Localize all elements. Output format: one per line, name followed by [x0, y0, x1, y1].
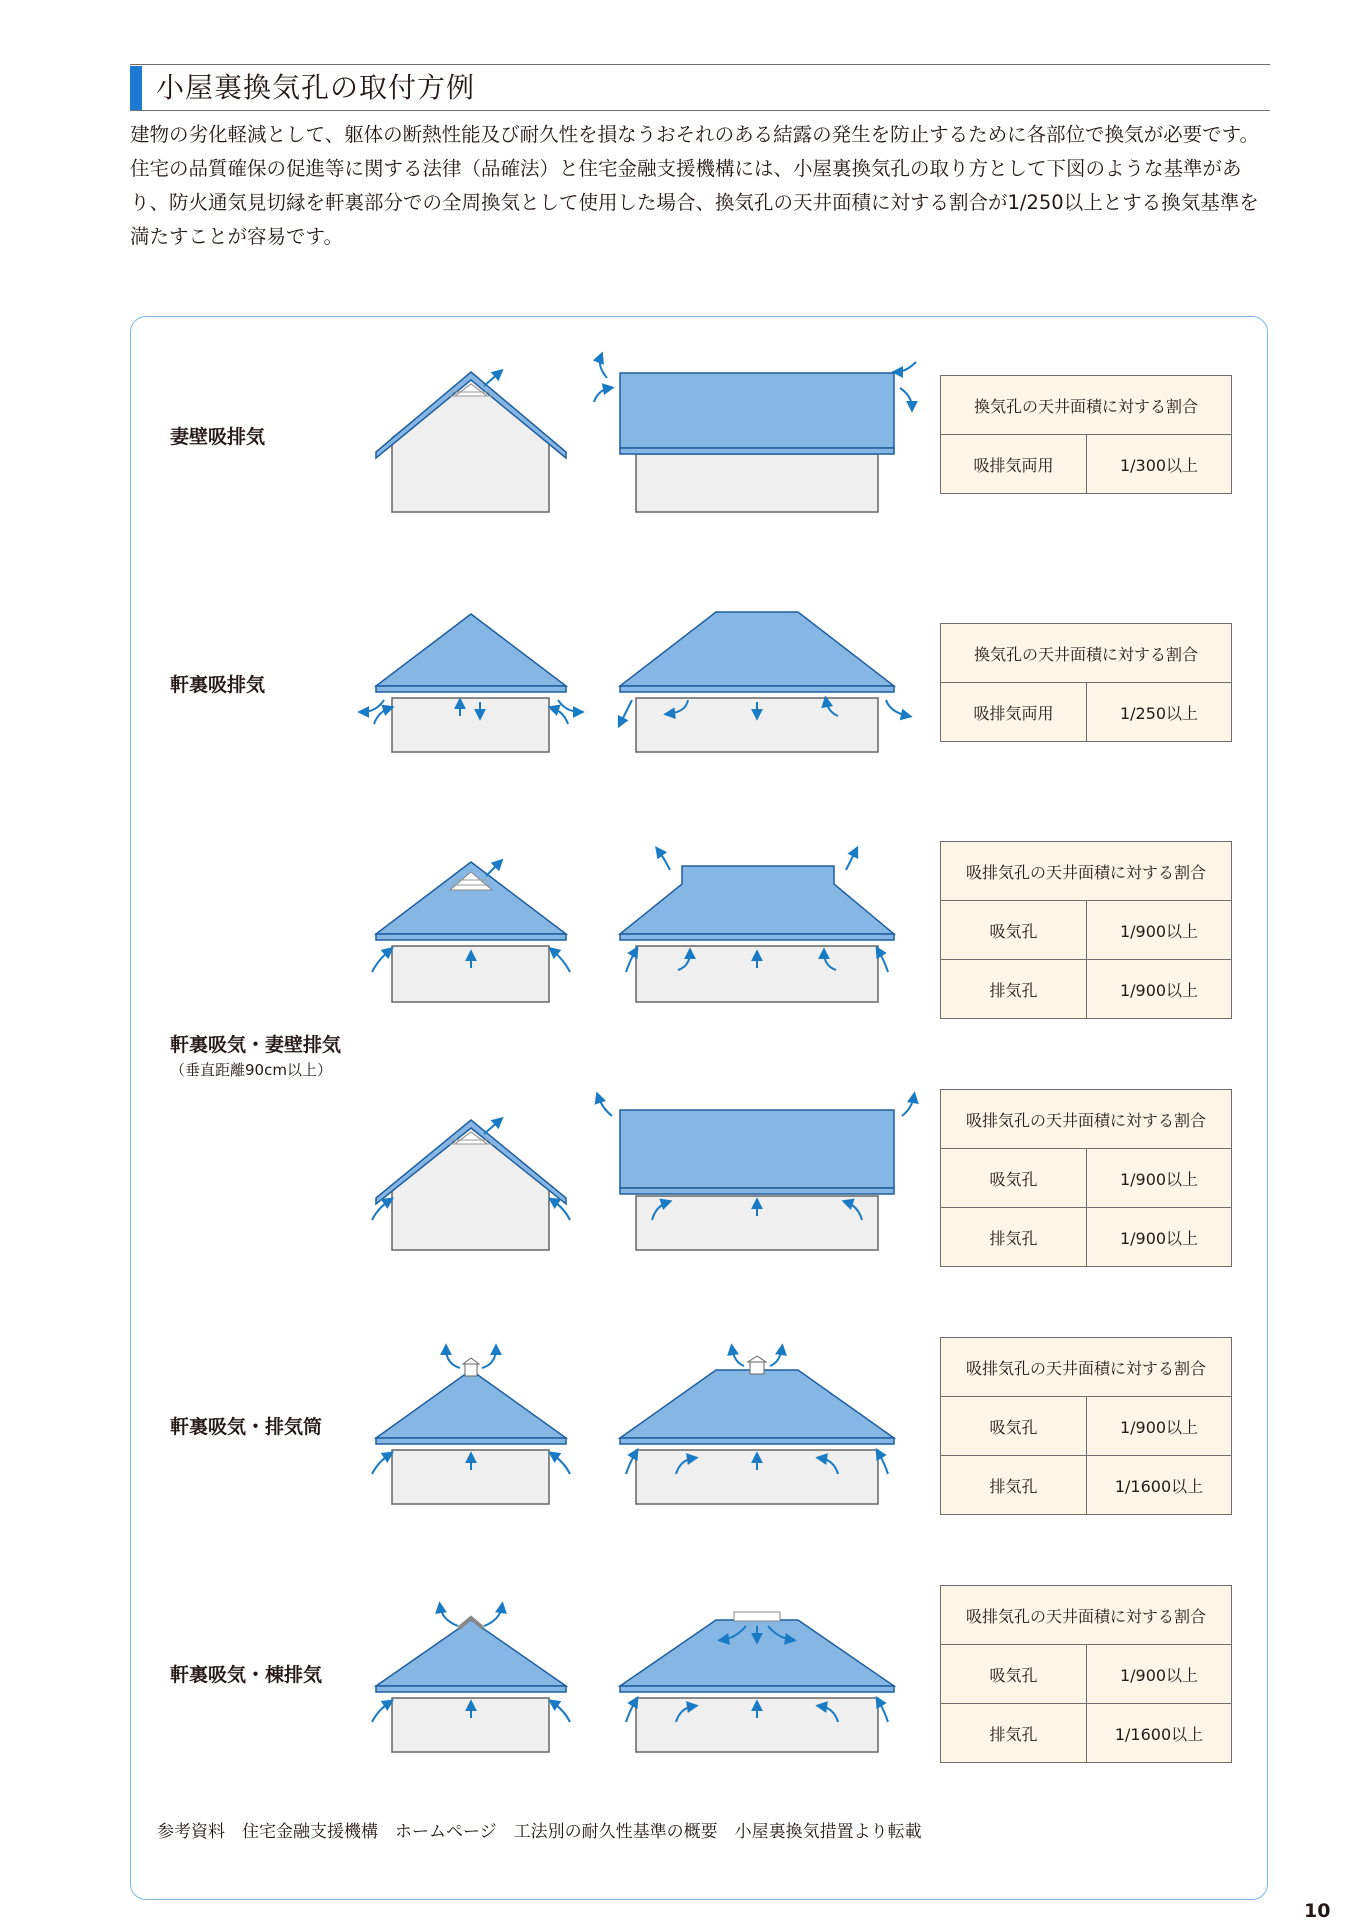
table-key: 吸気孔: [941, 1645, 1087, 1704]
table-key: 吸気孔: [941, 1397, 1087, 1456]
table-value: 1/900以上: [1087, 1149, 1232, 1208]
house-gable-side: [376, 372, 566, 512]
house-eaves-front: [620, 612, 908, 752]
table-header: 吸排気孔の天井面積に対する割合: [941, 842, 1232, 901]
row-label-eaves-stack: 軒裏吸気・排気筒: [170, 1416, 323, 1438]
table-key: 排気孔: [941, 1704, 1087, 1763]
house-gable-front: [594, 356, 916, 512]
table-value: 1/300以上: [1087, 435, 1232, 494]
reference-note: 参考資料 住宅金融支援機構 ホームページ 工法別の耐久性基準の概要 小屋裏換気措置より転載: [157, 1822, 922, 1842]
house-eaves-gable-front-a: [620, 850, 894, 1002]
house-eaves-stack-front: [620, 1348, 894, 1504]
table-header: 換気孔の天井面積に対する割合: [941, 624, 1232, 683]
table-value: 1/900以上: [1087, 1397, 1232, 1456]
table-header: 吸排気孔の天井面積に対する割合: [941, 1090, 1232, 1149]
house-eaves-gable-front-b: [598, 1096, 914, 1250]
intro-paragraph-2: 住宅の品質確保の促進等に関する法律（品確法）と住宅金融支援機構には、小屋裏換気孔の取り方として下図のような基準があり、防火通気見切縁を軒裏部分での全周換気として使用した場合、換気孔の天井面積に対する割合が1/250以上とする換気基準を満たすことが容易です。: [130, 157, 1259, 248]
house-eaves-stack-side: [372, 1348, 570, 1504]
table-key: 吸排気両用: [941, 435, 1087, 494]
table-key: 排気孔: [941, 960, 1087, 1019]
row-label-gable: 妻壁吸排気: [170, 426, 266, 448]
table-header: 吸排気孔の天井面積に対する割合: [941, 1586, 1232, 1645]
row-label-eaves-gable: 軒裏吸気・妻壁排気: [170, 1034, 342, 1056]
house-eaves-gable-side-a: [372, 862, 570, 1002]
row-label-eaves: 軒裏吸排気: [170, 674, 266, 696]
page-number: 10: [1304, 1900, 1331, 1922]
table-key: 吸気孔: [941, 901, 1087, 960]
house-eaves-side: [362, 614, 580, 752]
page-title: 小屋裏換気孔の取付方例: [156, 71, 476, 104]
table-value: 1/1600以上: [1087, 1456, 1232, 1515]
table-value: 1/900以上: [1087, 1645, 1232, 1704]
table-value: 1/250以上: [1087, 683, 1232, 742]
row-label-eaves-ridge: 軒裏吸気・棟排気: [170, 1664, 323, 1686]
table-value: 1/900以上: [1087, 960, 1232, 1019]
table-key: 排気孔: [941, 1456, 1087, 1515]
house-eaves-gable-side-b: [372, 1120, 570, 1250]
table-header: 吸排気孔の天井面積に対する割合: [941, 1338, 1232, 1397]
table-value: 1/1600以上: [1087, 1704, 1232, 1763]
table-value: 1/900以上: [1087, 1208, 1232, 1267]
table-key: 吸排気両用: [941, 683, 1087, 742]
row-sublabel-eaves-gable: （垂直距離90cm以上）: [170, 1061, 332, 1079]
house-eaves-ridge-front: [620, 1612, 894, 1752]
house-eaves-ridge-side: [372, 1606, 570, 1752]
table-key: 吸気孔: [941, 1149, 1087, 1208]
table-header: 換気孔の天井面積に対する割合: [941, 376, 1232, 435]
table-value: 1/900以上: [1087, 901, 1232, 960]
intro-paragraph-1: 建物の劣化軽減として、躯体の断熱性能及び耐久性を損なうおそれのある結露の発生を防止するために各部位で換気が必要です。: [130, 123, 1260, 146]
table-key: 排気孔: [941, 1208, 1087, 1267]
